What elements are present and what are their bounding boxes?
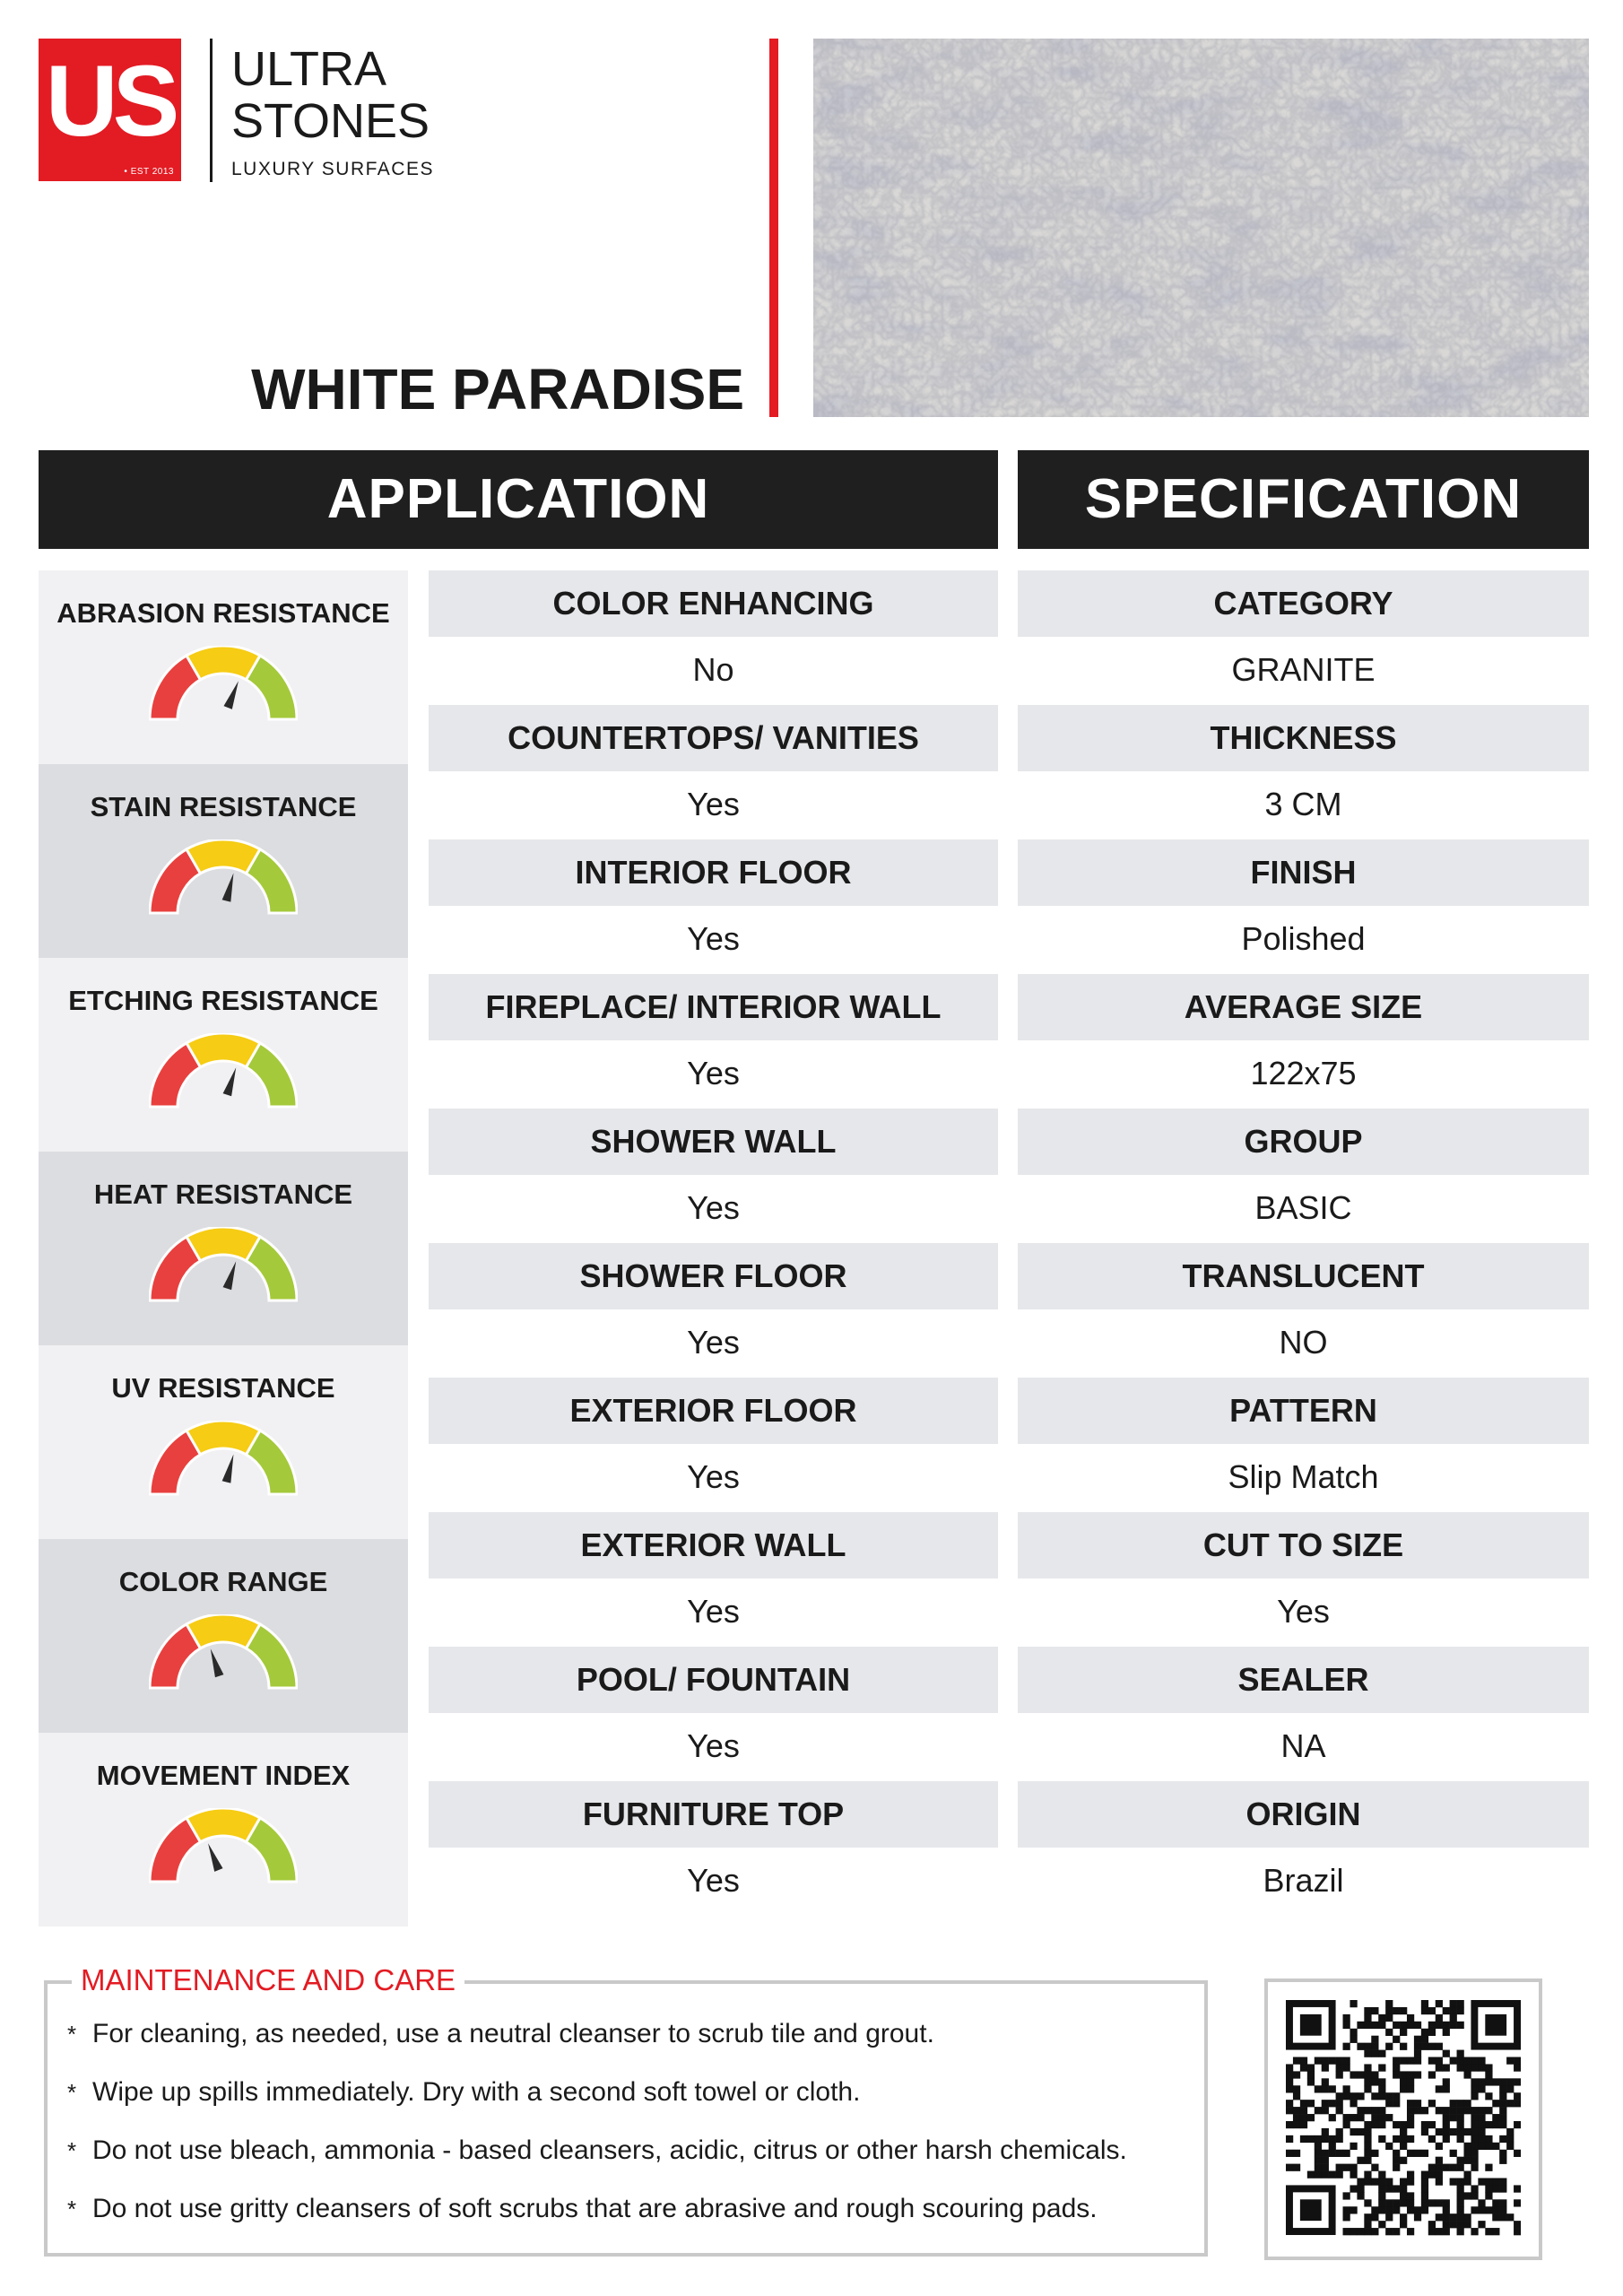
table-row-label: GROUP xyxy=(1018,1109,1589,1175)
table-row-value: 3 CM xyxy=(1264,786,1342,822)
maintenance-item-text: Do not use bleach, ammonia - based cleansers, acidic, citrus or other harsh chemicals. xyxy=(92,2135,1127,2165)
table-row-label: CATEGORY xyxy=(1018,570,1589,637)
table-row-value: Brazil xyxy=(1263,1862,1344,1899)
logo-est: • EST 2013 xyxy=(124,167,174,177)
table-row-label: INTERIOR FLOOR xyxy=(429,839,998,906)
table-row-label: SHOWER WALL xyxy=(429,1109,998,1175)
bullet-icon: * xyxy=(67,2021,77,2048)
table-row-value: Yes xyxy=(687,1458,740,1495)
table-row-label: AVERAGE SIZE xyxy=(1018,974,1589,1040)
table-row-value: NA xyxy=(1280,1727,1326,1764)
table-row-value: Yes xyxy=(687,1593,740,1630)
gauge-dial-icon xyxy=(149,839,298,920)
maintenance-item xyxy=(67,2074,860,2110)
gauge-cell xyxy=(39,1733,408,1926)
bullet-icon: * xyxy=(67,2079,77,2106)
brand-logo xyxy=(39,39,181,181)
gauge-label: ABRASION RESISTANCE xyxy=(56,597,390,629)
logo-monogram: US xyxy=(45,45,175,157)
qr-code[interactable] xyxy=(1264,1979,1542,2260)
table-row-value: No xyxy=(692,651,734,688)
table-row-label: SEALER xyxy=(1018,1647,1589,1713)
maintenance-item xyxy=(67,2133,1127,2169)
table-row-value: Yes xyxy=(687,1189,740,1226)
table-row-value: Yes xyxy=(687,786,740,822)
table-row-value: Slip Match xyxy=(1228,1458,1379,1495)
gauge-dial-icon xyxy=(149,1227,298,1308)
table-row-label: EXTERIOR WALL xyxy=(429,1512,998,1578)
table-row-value: Yes xyxy=(687,920,740,957)
gauge-label: UV RESISTANCE xyxy=(111,1372,335,1404)
table-row-value: 122x75 xyxy=(1250,1055,1357,1091)
gauge-label: MOVEMENT INDEX xyxy=(96,1760,351,1791)
table-row-value: Yes xyxy=(687,1324,740,1361)
bullet-icon: * xyxy=(67,2196,77,2222)
table-row-label: ORIGIN xyxy=(1018,1781,1589,1848)
specification-heading: SPECIFICATION xyxy=(1018,450,1589,549)
title-accent-bar xyxy=(769,39,778,417)
gauge-dial-icon xyxy=(149,1421,298,1501)
table-row-label: COUNTERTOPS/ VANITIES xyxy=(429,705,998,771)
gauge-dial-icon xyxy=(149,1614,298,1695)
gauge-cell xyxy=(39,1152,408,1345)
gauge-dial-icon xyxy=(149,646,298,726)
table-row-label: PATTERN xyxy=(1018,1378,1589,1444)
brand-name-line1: ULTRA xyxy=(231,42,387,96)
table-row-label: FINISH xyxy=(1018,839,1589,906)
maintenance-item xyxy=(67,2191,1098,2227)
gauge-label: ETCHING RESISTANCE xyxy=(68,985,378,1016)
gauge-dial-icon xyxy=(149,1808,298,1889)
application-heading: APPLICATION xyxy=(39,450,998,549)
table-row-value: Yes xyxy=(687,1727,740,1764)
gauge-label: COLOR RANGE xyxy=(118,1566,328,1597)
table-row-value: GRANITE xyxy=(1231,651,1376,688)
gauge-cell xyxy=(39,764,408,958)
table-row-label: FIREPLACE/ INTERIOR WALL xyxy=(429,974,998,1040)
maintenance-item-text: Do not use gritty cleansers of soft scrubs that are abrasive and rough scouring pads. xyxy=(92,2194,1098,2223)
brand-tagline: LUXURY SURFACES xyxy=(231,159,434,179)
logo-divider xyxy=(210,39,213,182)
table-row-label: TRANSLUCENT xyxy=(1018,1243,1589,1309)
table-row-value: Polished xyxy=(1241,920,1366,957)
table-row-value: Yes xyxy=(1277,1593,1330,1630)
maintenance-item-text: For cleaning, as needed, use a neutral cleanser to scrub tile and grout. xyxy=(92,2019,934,2048)
table-row-label: FURNITURE TOP xyxy=(429,1781,998,1848)
product-title: WHITE PARADISE xyxy=(251,357,744,422)
brand-name-line2: STONES xyxy=(231,94,430,148)
table-row-label: SHOWER FLOOR xyxy=(429,1243,998,1309)
maintenance-title: MAINTENANCE AND CARE xyxy=(72,1962,464,1998)
gauge-cell xyxy=(39,958,408,1152)
table-row-label: EXTERIOR FLOOR xyxy=(429,1378,998,1444)
gauge-label: STAIN RESISTANCE xyxy=(90,791,357,822)
stone-slab-image xyxy=(813,39,1589,417)
bullet-icon: * xyxy=(67,2137,77,2164)
table-row-label: POOL/ FOUNTAIN xyxy=(429,1647,998,1713)
table-row-value: Yes xyxy=(687,1862,740,1899)
maintenance-item xyxy=(67,2016,934,2052)
table-row-value: Yes xyxy=(687,1055,740,1091)
table-row-label: CUT TO SIZE xyxy=(1018,1512,1589,1578)
gauge-label: HEAT RESISTANCE xyxy=(93,1178,353,1210)
table-row-value: BASIC xyxy=(1254,1189,1352,1226)
table-row-label: THICKNESS xyxy=(1018,705,1589,771)
table-row-value: NO xyxy=(1279,1324,1328,1361)
table-row-label: COLOR ENHANCING xyxy=(429,570,998,637)
gauge-cell xyxy=(39,1539,408,1733)
qr-code-pattern xyxy=(1286,2000,1521,2239)
gauge-cell xyxy=(39,570,408,764)
maintenance-item-text: Wipe up spills immediately. Dry with a second soft towel or cloth. xyxy=(92,2077,861,2107)
gauge-dial-icon xyxy=(149,1033,298,1114)
gauge-cell xyxy=(39,1345,408,1539)
